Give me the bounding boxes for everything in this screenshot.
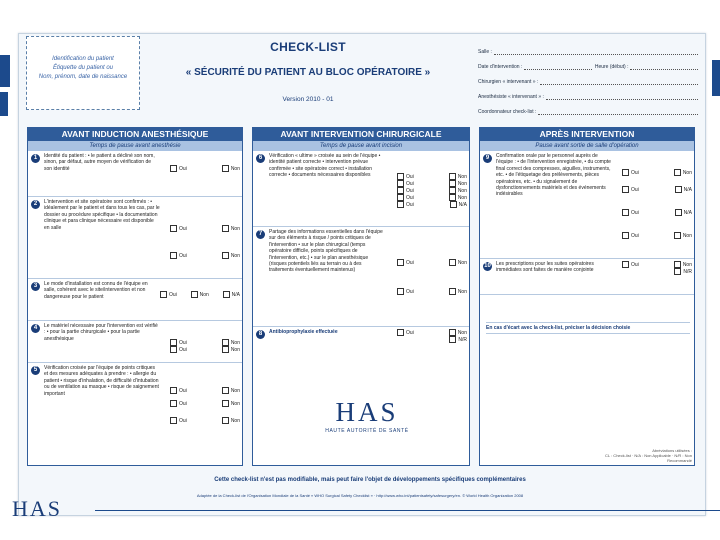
column-header: AVANT INTERVENTION CHIRURGICALE xyxy=(253,128,469,141)
version-label: Version 2010 - 01 xyxy=(282,96,334,103)
form-label: Salle : xyxy=(478,49,492,55)
item-options xyxy=(622,261,692,275)
footer-note: Cette check-list n'est pas modifiable, mais peut faire l'objet de développements spécifiques complémentaires xyxy=(214,477,526,483)
abbreviations-legend xyxy=(602,448,692,463)
form-label: Chirurgien « intervenant » : xyxy=(478,79,539,85)
checkbox[interactable]: Non xyxy=(449,187,467,194)
form-row-anesthesiste xyxy=(478,85,698,100)
checkbox[interactable]: Non xyxy=(222,346,240,353)
item-options xyxy=(170,225,240,259)
checkbox[interactable]: N/A xyxy=(450,201,467,208)
item-options xyxy=(170,387,240,424)
deviation-note: En cas d'écart avec la check-list, préciser la décision choisie xyxy=(486,322,690,334)
check-item xyxy=(28,321,242,363)
checkbox[interactable]: Oui xyxy=(397,187,414,194)
slide-accent-bar xyxy=(0,92,8,116)
form-row-coordonnateur xyxy=(478,100,698,115)
item-text: Identité du patient : • le patient a décliné son nom, sinon, par défaut, autre moyen de vérification de son identité xyxy=(44,153,155,172)
check-item xyxy=(28,197,242,279)
form-field[interactable] xyxy=(494,48,698,55)
checkbox[interactable]: Non xyxy=(674,232,692,239)
checkbox[interactable]: Non xyxy=(449,329,467,336)
has-logo-text: HAS xyxy=(335,397,399,427)
checkbox[interactable]: Oui xyxy=(397,329,414,336)
item-text: Vérification croisée par l'équipe de points critiques et des mesures adéquates à prendre : • allergie du patient • risque d'inhalation, de difficulté d'intubation ou de ventilation au masque • risque de saignement important xyxy=(44,365,159,397)
column-header: APRÈS INTERVENTION xyxy=(480,128,694,141)
item-text: Antibioprophylaxie effectuée xyxy=(269,329,338,335)
item-number: 6 xyxy=(256,154,265,163)
slide-accent-bar xyxy=(0,55,10,87)
checkbox[interactable]: Oui xyxy=(170,387,187,394)
checkbox[interactable]: Non xyxy=(222,225,240,232)
doc-title: CHECK-LIST xyxy=(270,40,346,54)
form-label: Coordonnateur check-list : xyxy=(478,109,537,115)
item-number: 9 xyxy=(483,154,492,163)
checkbox[interactable]: Non xyxy=(449,259,467,266)
check-item xyxy=(253,227,469,327)
item-number: 5 xyxy=(31,366,40,375)
checkbox[interactable]: Oui xyxy=(622,169,639,176)
id-line: Étiquette du patient ou xyxy=(52,65,114,71)
form-field[interactable] xyxy=(524,63,592,70)
form-field[interactable] xyxy=(538,108,698,115)
checkbox[interactable]: N/R xyxy=(449,336,467,343)
checkbox[interactable]: Oui xyxy=(622,209,639,216)
legend-title: Abréviations utilisées : xyxy=(652,448,692,453)
check-item xyxy=(28,151,242,197)
item-number: 8 xyxy=(256,330,265,339)
item-number: 3 xyxy=(31,282,40,291)
column-after-intervention xyxy=(479,127,695,466)
checkbox[interactable]: Oui xyxy=(170,400,187,407)
id-line: Nom, prénom, date de naissance xyxy=(38,74,128,80)
form-row-date xyxy=(478,55,698,70)
check-item xyxy=(28,363,242,441)
slide-divider xyxy=(95,510,720,511)
checkbox[interactable]: Oui xyxy=(622,186,639,193)
item-options xyxy=(622,169,692,239)
checkbox[interactable]: Oui xyxy=(397,173,414,180)
item-text: Le matériel nécessaire pour l'intervention est vérifié : • pour la partie chirurgicale • pour la partie anesthésique xyxy=(44,323,158,342)
item-text: L'intervention et site opératoire sont confirmés : • idéalement par le patient et dans tous les cas, par le dossier ou procédure spécifique • la documentation clinique et para clinique nécessaire est disponible en salle xyxy=(44,199,160,231)
checkbox[interactable]: Oui xyxy=(170,417,187,424)
item-number: 1 xyxy=(31,154,40,163)
checkbox[interactable]: Non xyxy=(674,169,692,176)
item-number: 2 xyxy=(31,200,40,209)
form-row-salle xyxy=(478,40,698,55)
slide-logo: HAS xyxy=(12,496,63,521)
item-text: Le mode d'installation est connu de l'équipe en salle, cohérent avec le site/intervention et non dangereuse pour le patient xyxy=(44,281,148,300)
checkbox[interactable]: Non xyxy=(222,387,240,394)
checkbox[interactable]: Non xyxy=(222,339,240,346)
checkbox[interactable]: Oui xyxy=(622,232,639,239)
item-number: 4 xyxy=(31,324,40,333)
checkbox[interactable]: N/A xyxy=(223,291,240,298)
checkbox[interactable]: Non xyxy=(222,165,240,172)
legend-text: CL : Check-list · N/A : Non Applicable · N/R : Non Recommandé xyxy=(605,453,692,463)
item-text: Confirmation orale par le personnel auprès de l'équipe : • de l'intervention enregistrée, • du compte final correct des compresses, aiguilles, instruments, etc. • de l'étiquetage des prélèvements, pièces opératoires, etc. • du signalement de dysfonctionnements matériels et des événements indésirables xyxy=(496,153,611,198)
doc-subtitle: « SÉCURITÉ DU PATIENT AU BLOC OPÉRATOIRE » xyxy=(185,67,431,78)
checkbox[interactable]: Oui xyxy=(170,252,187,259)
column-subheader: Temps de pause avant anesthésie xyxy=(28,141,242,151)
checkbox[interactable]: Oui xyxy=(160,291,177,298)
has-logo xyxy=(322,397,412,434)
checkbox[interactable]: Oui xyxy=(397,201,414,208)
checkbox[interactable]: Oui xyxy=(397,180,414,187)
item-options xyxy=(397,329,467,343)
checkbox[interactable]: Non xyxy=(449,288,467,295)
checkbox[interactable]: Non xyxy=(449,173,467,180)
column-header: AVANT INDUCTION ANESTHÉSIQUE xyxy=(28,128,242,141)
checkbox[interactable]: Non xyxy=(222,417,240,424)
checkbox[interactable]: N/A xyxy=(675,209,692,216)
checkbox[interactable]: Non xyxy=(222,252,240,259)
column-before-induction xyxy=(27,127,243,466)
checkbox[interactable]: Non xyxy=(449,180,467,187)
check-item xyxy=(28,279,242,321)
check-item xyxy=(480,259,694,295)
check-item xyxy=(480,151,694,259)
check-item xyxy=(253,151,469,227)
checkbox[interactable]: Oui xyxy=(397,194,414,201)
form-field[interactable] xyxy=(540,78,698,85)
checkbox[interactable]: N/A xyxy=(675,186,692,193)
checkbox[interactable]: Oui xyxy=(397,288,414,295)
item-options xyxy=(397,259,467,295)
column-subheader: Temps de pause avant incision xyxy=(253,141,469,151)
checkbox[interactable]: Oui xyxy=(397,259,414,266)
checkbox[interactable]: Non xyxy=(449,194,467,201)
id-line: Identification du patient xyxy=(52,56,114,62)
item-options xyxy=(170,339,240,353)
form-label: Date d'intervention : xyxy=(478,64,523,70)
form-label: Heure (début) : xyxy=(594,64,629,70)
item-options xyxy=(397,173,467,208)
has-logo-subtitle: HAUTE AUTORITÉ DE SANTÉ xyxy=(325,428,409,434)
checkbox[interactable]: Oui xyxy=(622,261,639,268)
item-number: 7 xyxy=(256,230,265,239)
footer-source: Adaptée de la Check-list de l'Organisation Mondiale de la Santé « WHO Surgical Safety Checklist » · http://www.who.int/patientsafety/safesurgery/en. © World Health Organization 2008 xyxy=(196,493,524,498)
checkbox[interactable]: N/R xyxy=(674,268,692,275)
form-label: Anesthésiste « intervenant » : xyxy=(478,94,544,100)
item-options xyxy=(170,165,240,172)
item-options xyxy=(160,291,240,298)
checkbox[interactable]: Non xyxy=(222,400,240,407)
item-text: Partage des informations essentielles dans l'équipe sur des éléments à risque / points critiques de l'intervention • sur le plan chirurgical (temps opératoire difficile, points spécifiques de l'intervention, etc.) • sur le plan anesthésique (risques potentiels liés au terrain ou à des traitements éventuellement maintenus) xyxy=(269,229,383,274)
form-row-chirurgien xyxy=(478,70,698,85)
header-form xyxy=(478,40,698,115)
form-field[interactable] xyxy=(630,63,698,70)
patient-id-box xyxy=(26,36,140,110)
item-text: Les prescriptions pour les suites opératoires immédiates sont faites de manière conjointe xyxy=(496,261,594,274)
checkbox[interactable]: Oui xyxy=(170,225,187,232)
form-field[interactable] xyxy=(546,93,698,100)
slide-accent-bar xyxy=(712,60,720,96)
check-item xyxy=(253,327,469,349)
checkbox[interactable]: Non xyxy=(191,291,209,298)
checkbox[interactable]: Oui xyxy=(170,165,187,172)
checkbox[interactable]: Non xyxy=(674,261,692,268)
item-text: Vérification « ultime » croisée au sein de l'équipe • identité patient correcte • intervention prévue confirmée • site opératoire correct • installation correcte • documents nécessaires disponibles xyxy=(269,153,381,179)
checkbox[interactable]: Oui xyxy=(170,346,187,353)
item-number: 10 xyxy=(484,263,491,269)
column-subheader: Pause avant sortie de salle d'opération xyxy=(480,141,694,151)
checkbox[interactable]: Oui xyxy=(170,339,187,346)
